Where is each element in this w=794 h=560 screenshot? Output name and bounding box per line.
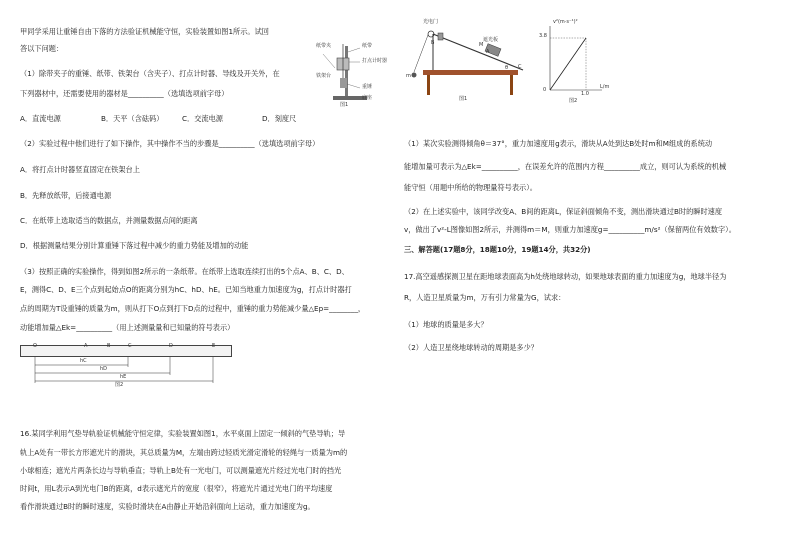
graph-ytick: 3.8 (539, 33, 547, 39)
tape-point-E: E (212, 343, 216, 349)
label-shade: 遮光板 (483, 37, 499, 43)
r-q2-line-1: （2）在上述实验中，该同学改变A、B间的距离L，保证斜面倾角不变，测出滑块通过B时的瞬时速度 (404, 207, 723, 216)
label-A: A (486, 49, 490, 55)
tape-hD: hD (100, 366, 108, 372)
string (414, 35, 428, 72)
graph-xlabel: L/m (600, 84, 610, 90)
fig2-caption: 图2 (115, 382, 124, 388)
tape-point-O: O (33, 343, 37, 349)
label-theta: θ (505, 65, 509, 71)
tape-point-B: B (107, 343, 111, 349)
intro-line-2: 答以下问题： (20, 44, 64, 53)
label-B: B (431, 40, 435, 46)
data-series-line (550, 38, 586, 90)
air-track (433, 34, 523, 70)
label-paper-clip: 纸带夹 (316, 43, 332, 49)
right-fig2-caption: 图2 (569, 98, 578, 104)
q3-line-4: 动能增加量△Ek=__________（用上述测量量和已知量的符号表示） (20, 323, 235, 332)
intro-line-1: 甲同学采用让重锤自由下落的方法验证机械能守恒，实验装置如图1所示。试回 (20, 27, 269, 36)
hammer-weight (340, 78, 347, 88)
right-fig1-caption: 图1 (459, 96, 468, 102)
q3-line-1: （3）按照正确的实验操作，得到如图2所示的一条纸带。在纸带上选取连续打出的5个点A、B、C、D、 (20, 267, 349, 276)
label-timer: 打点计时器 (362, 58, 388, 64)
q16-line-1: 16.某同学利用气垫导轨验证机械能守恒定律，实验装置如图1，水平桌面上固定一倾斜的气垫导轨；导 (20, 429, 346, 438)
ball-m (412, 73, 417, 78)
tape-point-A: A (84, 343, 88, 349)
q3-line-3: 点的周期为T设重锤的质量为m，则从打下O点到打下D点的过程中，重锤的重力势能减少量△Ep=________， (20, 304, 366, 313)
tape-point-C: C (128, 343, 132, 349)
q3-line-2: E，测得C、D、E三个点到起始点O的距离分别为hC、hD、hE。已知当地重力加速度为g，打点计时器打 (20, 285, 352, 294)
v2-L-graph (538, 20, 608, 100)
r-q1-line-1: （1）某次实验测得倾角θ＝37°，重力加速度用g表示，滑块从A处到达B处时m和M组成的系统动 (404, 139, 713, 148)
r-q2-line-2: v，做出了v²-L图像如图2所示，并测得m＝M，则重力加速度g=__________m/s²（保留两位有效数字）。 (404, 225, 736, 234)
label-m: m (406, 73, 411, 79)
q2-option-d: D．根据测量结果分别计算重锤下落过程中减少的重力势能及增加的动能 (20, 241, 249, 250)
q17-part-2: （2）人造卫星绕地球转动的周期是多少？ (404, 343, 538, 352)
q1-option-c: C．交流电源 (182, 114, 223, 123)
r-q1-line-2: 能增加量可表示为△Ek=__________，在误差允许的范围内方程__________成立，则可认为系统的机械 (404, 162, 727, 171)
graph-origin: 0 (543, 87, 547, 93)
tape-hC: hC (80, 358, 87, 364)
photogate (438, 33, 443, 40)
r-q1-line-3: 能守恒（用题中所给的物理量符号表示）。 (404, 183, 537, 192)
q16-line-3: 小球相连；遮光片两条长边与导轨垂直；导轨上B处有一光电门，可以测量遮光片经过光电门时的挡光 (20, 466, 342, 475)
tape-dimension-lines (20, 345, 235, 387)
label-gate: 光电门 (423, 19, 439, 25)
label-tape: 纸带 (362, 43, 373, 49)
graph-xtick: 1.0 (581, 91, 589, 97)
stand-pole (345, 46, 348, 96)
label-foot: 底座 (362, 95, 373, 101)
q1-line-1: （1）除带夹子的重锤、纸带、铁架台（含夹子）、打点计时器、导线及开关外，在 (20, 69, 280, 78)
graph-ylabel: v²(m·s⁻¹)² (553, 19, 578, 25)
table-top (423, 70, 518, 75)
air-track-figure (405, 19, 535, 110)
label-C: C (518, 64, 522, 70)
q2-option-c: C．在纸带上选取适当的数据点，并测量数据点间的距离 (20, 216, 198, 225)
fig1-caption: 图1 (340, 102, 349, 108)
tape-hE: hE (120, 374, 127, 380)
q16-line-4: 时间t，用L表示A到光电门B的距离，d表示遮光片的宽度（很窄），将遮光片通过光电门的平均速度 (20, 484, 333, 493)
q1-line-2: 下列器材中，还需要使用的器材是__________（选填选项前字母） (20, 89, 229, 98)
q2-stem: （2）实验过程中他们进行了如下操作，其中操作不当的步骤是__________（选填选项前字母） (20, 139, 320, 148)
q1-option-b: B．天平（含砝码） (101, 114, 164, 123)
label-hammer: 重锤 (362, 84, 373, 90)
section-heading: 三、解答题(17题8分，18题10分，19题14分，共32分) (404, 245, 591, 254)
label-M: M (479, 42, 484, 48)
q16-line-5: 看作滑块通过B时的瞬时速度，实验时滑块在A由静止开始沿斜面向上运动，重力加速度为g。 (20, 502, 315, 511)
q2-option-a: A．将打点计时器竖直固定在铁架台上 (20, 165, 140, 174)
tape-point-D: D (169, 343, 173, 349)
label-stand: 铁架台 (316, 73, 332, 79)
q2-option-b: B．先释放纸带，后接通电源 (20, 191, 112, 200)
q1-option-d: D．刻度尺 (262, 114, 297, 123)
q17-line-2: R，人造卫星质量为m，万有引力常量为G，试求： (404, 293, 566, 302)
q17-line-1: 17.高空遥感探测卫星在距地球表面高为h处绕地球转动，如果地球表面的重力加速度为g，地球半径为 (404, 272, 727, 281)
q16-line-2: 轨上A处有一带长方形遮光片的滑块，其总质量为M，左端由跨过轻质光滑定滑轮的轻绳与一质量为m的 (20, 448, 348, 457)
q1-option-a: A．直流电源 (20, 114, 61, 123)
q17-part-1: （1）地球的质量是多大？ (404, 320, 488, 329)
